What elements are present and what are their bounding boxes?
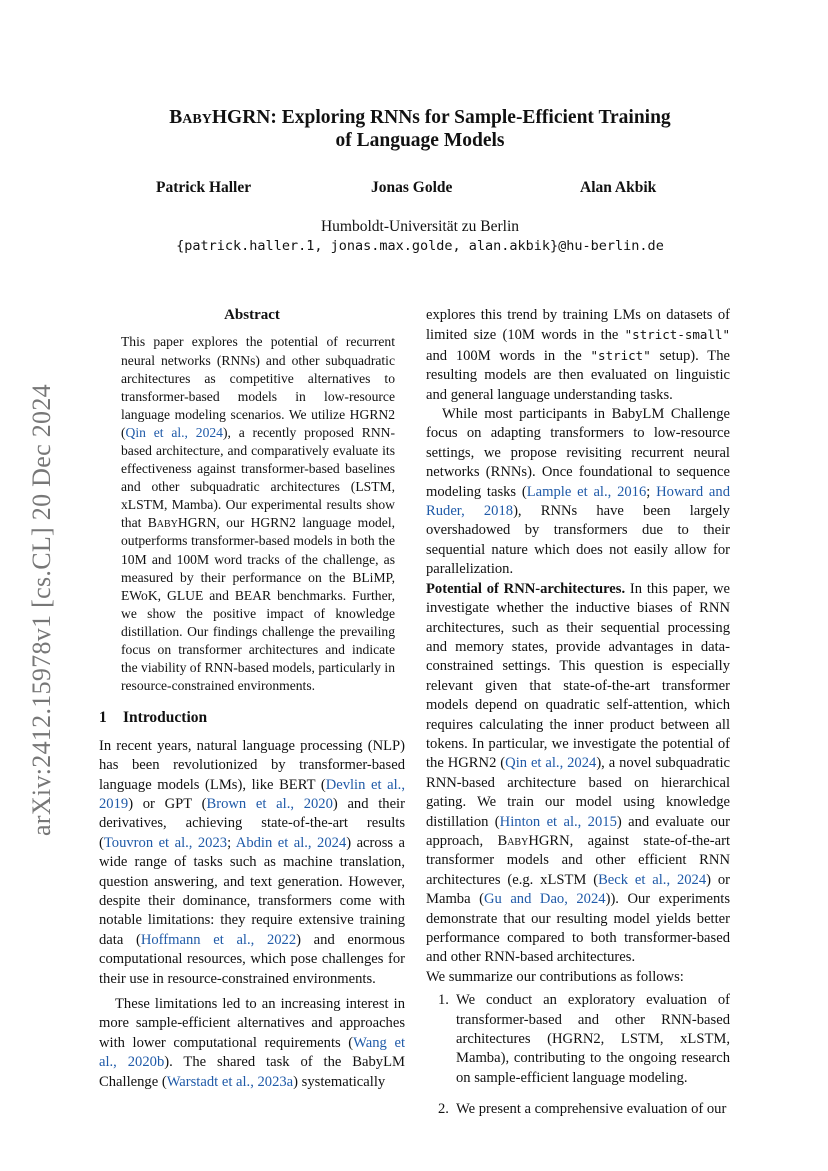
paragraph-heading: Potential of RNN-architectures. — [426, 580, 626, 597]
citation-link[interactable]: Qin et al., 2024 — [125, 424, 223, 440]
list-item: 2. We present a comprehensive evaluation of our — [438, 1101, 727, 1118]
intro-paragraph-1: In recent years, natural language processing (NLP) has been revolutionized by transformer-based language models (LMs), like BERT (Devlin et al., 2019) or GPT (Brown et al., 2020) and their derivatives, achieving state-of-the-art results (Touvron et al., 2023; Abdin et al., 2024) across a wide range of tasks such as machine translation, question answering, and text generation. However, despite their dominance, transformers come with notable limitations: they require extensive training data (Hoffmann et al., 2022) and enormous computational resources, which pose challenges for their use in resource-constrained environments. — [99, 737, 405, 987]
title-line2: of Language Models — [335, 130, 505, 151]
abstract-heading: Abstract — [224, 307, 280, 323]
abstract-body: This paper explores the potential of recurrent neural networks (RNNs) and other subquadratic architectures as competitive alternatives to transformer-based models in low-resource language modeling scenarios. We utilize HGRN2 (Qin et al., 2024), a recently proposed RNN-based architecture, and comparatively evaluate its effectiveness against transformer-based baselines and other subquadratic architectures (LSTM, xLSTM, Mamba). Our experimental results show that BabyHGRN, our HGRN2 language model, outperforms transformer-based models in both the 10M and 100M word tracks of the challenge, as measured by their performance on the BLiMP, EWoK, GLUE and BEAR benchmarks. Further, we show the positive impact of knowledge distillation. Our findings challenge the prevailing focus on transformer architectures and indicate the viability of RNN-based models, particularly in resource-constrained environments. — [121, 334, 396, 694]
paper-title — [120, 106, 720, 152]
citation-link[interactable]: Beck et al., 2024 — [598, 871, 707, 888]
right-column — [426, 306, 730, 1132]
contributions-list — [426, 991, 730, 1119]
citation-link[interactable]: Howard and Ruder, 2018 — [426, 483, 730, 520]
citation-link[interactable]: Lample et al., 2016 — [526, 483, 647, 500]
setup-code: "strict-small" — [624, 327, 730, 343]
title-rest: : Exploring RNNs for Sample-Efficient Training — [270, 107, 671, 128]
citation-link[interactable]: Touvron et al., 2023 — [103, 834, 228, 851]
author-3: Alan Akbik — [580, 179, 657, 196]
citation-link[interactable]: Warstadt et al., 2023a — [166, 1073, 294, 1090]
model-name: BabyHGRN — [497, 832, 570, 849]
citation-link[interactable]: Gu and Dao, 2024 — [483, 891, 606, 908]
author-emails: {patrick.haller.1, jonas.max.golde, alan.akbik}@hu-berlin.de — [176, 238, 664, 254]
citation-link[interactable]: Brown et al., 2020 — [206, 795, 333, 812]
left-column — [99, 306, 405, 1092]
citation-link[interactable]: Abdin et al., 2024 — [235, 834, 347, 851]
affiliation: Humboldt-Universität zu Berlin — [320, 218, 520, 235]
title-model-name: BabyHGRN — [169, 107, 271, 128]
contributions-intro: We summarize our contributions as follows: — [426, 968, 684, 985]
paragraph-rnn-potential: Potential of RNN-architectures. In this paper, we investigate whether the inductive biases of RNN architectures, such as their sequential processing and memory states, provide advantages in data-constrained settings. This question is especially relevant given that state-of-the-art transformer models depend on quadratic self-attention, which requires calculating the inner product between all tokens. In particular, we investigate the potential of the HGRN2 (Qin et al., 2024), a novel subquadratic RNN-based architecture based on hierarchical gating. We train our model using knowledge distillation (Hinton et al., 2015) and evaluate our approach, BabyHGRN, against state-of-the-art transformer models and other efficient RNN architectures (e.g. xLSTM (Beck et al., 2024) or Mamba (Gu and Dao, 2024)). Our experiments demonstrate that our resulting model yields better performance compared to both transformer-based and other RNN-based architectures. — [426, 580, 731, 966]
paragraph-continued: explores this trend by training LMs on datasets of limited size (10M words in the "strict-small" and 100M words in the "strict" setup). The resulting models are then evaluated on linguistic and general language understanding tasks. — [426, 307, 730, 403]
citation-link[interactable]: Wang et al., 2020b — [99, 1034, 405, 1071]
citation-link[interactable]: Hoffmann et al., 2022 — [140, 931, 297, 948]
arxiv-identifier: arXiv:2412.15978v1 [cs.CL] 20 Dec 2024 — [27, 384, 56, 836]
paragraph-rnn-revisit: While most participants in BabyLM Challenge focus on adapting transformers to low-resource settings, we propose revisiting recurrent neural networks (RNNs). Once foundational to sequence modeling tasks (Lample et al., 2016; Howard and Ruder, 2018), RNNs have been largely overshadowed by transformers due to their sequential nature which does not easily allow for parallelization. — [426, 406, 730, 578]
arxiv-sidebar-stamp — [24, 360, 60, 860]
citation-link[interactable]: Qin et al., 2024 — [505, 755, 597, 772]
setup-code: "strict" — [590, 347, 651, 363]
list-item: 1. We conduct an exploratory evaluation of transformer-based and other RNN-based architectures (HGRN2, LSTM, xLSTM, Mamba), contributing to the ongoing research on sample-efficient language modeling. — [438, 992, 730, 1086]
model-name: BabyHGRN — [147, 515, 217, 531]
author-1: Patrick Haller — [156, 179, 252, 196]
author-2: Jonas Golde — [371, 179, 453, 196]
citation-link[interactable]: Hinton et al., 2015 — [499, 813, 617, 830]
section-heading-introduction: 1 Introduction — [99, 709, 208, 727]
citation-link[interactable]: Devlin et al., 2019 — [99, 776, 405, 812]
intro-paragraph-2: These limitations led to an increasing interest in more sample-efficient alternatives and approaches with lower computational requirements (Wang et al., 2020b). The shared task of the BabyLM Challenge (Warstadt et al., 2023a) systematically — [99, 995, 405, 1090]
